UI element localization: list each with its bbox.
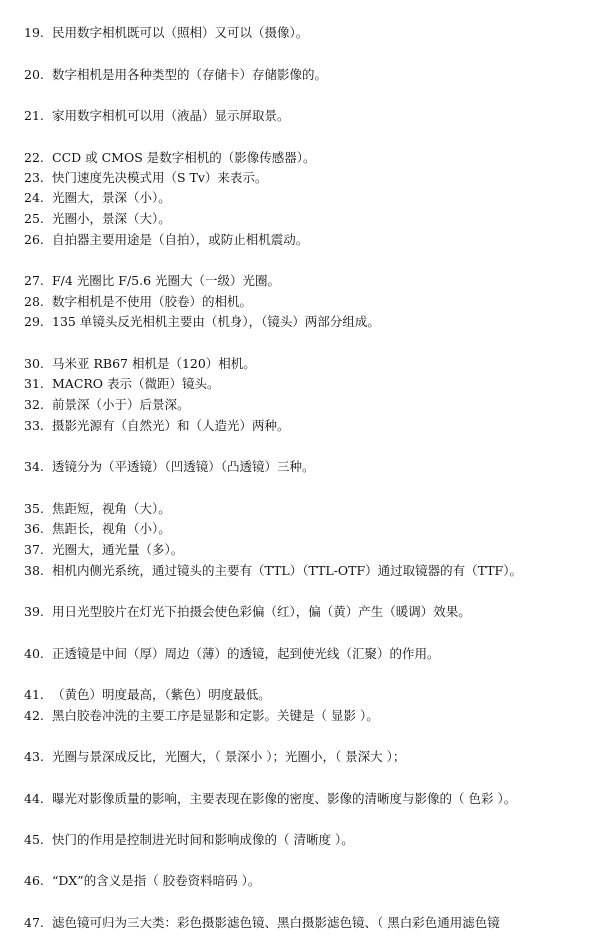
question-text: （黄色）明度最高，（紫色）明度最低。 — [52, 687, 271, 702]
question-text: 前景深（小于）后景深。 — [52, 397, 190, 412]
question-text: 光圈小，景深（大）。 — [52, 211, 171, 226]
question-number: 35. — [24, 501, 44, 516]
question-number: 22. — [24, 150, 44, 165]
question-number: 20. — [24, 67, 44, 82]
question-number: 30. — [24, 356, 44, 371]
question-text: 数字相机是不使用（胶卷）的相机。 — [52, 294, 253, 309]
question-35 — [24, 499, 596, 519]
question-42 — [24, 706, 596, 726]
question-number: 29. — [24, 314, 44, 329]
question-number: 38. — [24, 563, 44, 578]
question-text: 家用数字相机可以用（液晶）显示屏取景。 — [52, 108, 290, 123]
question-number: 27. — [24, 273, 44, 288]
question-number: 28. — [24, 294, 44, 309]
question-text: 民用数字相机既可以（照相）又可以（摄像）。 — [52, 25, 309, 40]
question-number: 43. — [24, 749, 44, 764]
question-31 — [24, 374, 596, 394]
question-text: 正透镜是中间（厚）周边（薄）的透镜，起到使光线（汇聚）的作用。 — [52, 646, 440, 661]
question-text: F/4 光圈比 F/5.6 光圈大（一级）光圈。 — [52, 273, 281, 288]
question-text: 数字相机是用各种类型的（存储卡）存储影像的。 — [52, 67, 328, 82]
question-number: 33. — [24, 418, 44, 433]
question-number: 34. — [24, 459, 44, 474]
question-text: 焦距短，视角（大）。 — [52, 501, 171, 516]
question-36 — [24, 519, 596, 539]
question-number: 39. — [24, 604, 44, 619]
question-text: 135 单镜头反光相机主要由（机身），（镜头）两部分组成。 — [52, 314, 380, 329]
question-24 — [24, 188, 596, 208]
question-number: 37. — [24, 542, 44, 557]
question-text: 黑白胶卷冲洗的主要工序是显影和定影。关键是（ 显影 ）。 — [52, 708, 379, 723]
question-number: 31. — [24, 376, 44, 391]
question-38 — [24, 561, 596, 581]
question-37 — [24, 540, 596, 560]
question-40 — [24, 644, 596, 664]
question-21 — [24, 106, 596, 126]
question-text: 滤色镜可归为三大类：彩色摄影滤色镜、黑白摄影滤色镜、（ 黑白彩色通用滤色镜 — [52, 915, 500, 930]
question-39 — [24, 602, 596, 622]
question-text: 焦距长，视角（小）。 — [52, 521, 171, 536]
question-number: 45. — [24, 832, 44, 847]
question-number: 42. — [24, 708, 44, 723]
question-47 — [24, 913, 596, 933]
question-number: 19. — [24, 25, 44, 40]
question-number: 40. — [24, 646, 44, 661]
question-text: 用日光型胶片在灯光下拍摄会使色彩偏（红），偏（黄）产生（暖调）效果。 — [52, 604, 471, 619]
question-29 — [24, 312, 596, 332]
question-44 — [24, 789, 596, 809]
question-number: 23. — [24, 170, 44, 185]
question-text: 快门速度先决模式用（S Tv）来表示。 — [52, 170, 268, 185]
question-46 — [24, 871, 596, 891]
question-number: 41. — [24, 687, 44, 702]
question-number: 44. — [24, 791, 44, 806]
question-text: 摄影光源有（自然光）和（人造光）两种。 — [52, 418, 290, 433]
question-text: 光圈大，景深（小）。 — [52, 190, 171, 205]
question-41 — [24, 685, 596, 705]
question-45 — [24, 830, 596, 850]
question-number: 47. — [24, 915, 44, 930]
question-30 — [24, 354, 596, 374]
question-text: CCD 或 CMOS 是数字相机的（影像传感器）。 — [52, 150, 316, 165]
question-text: 相机内侧光系统，通过镜头的主要有（TTL）（TTL-OTF）通过取镜器的有（TTF）。 — [52, 563, 522, 578]
question-text: 马米亚 RB67 相机是（120）相机。 — [52, 356, 256, 371]
question-26 — [24, 230, 596, 250]
question-text: MACRO 表示（微距）镜头。 — [52, 376, 220, 391]
question-text: 透镜分为（平透镜）（凹透镜）（凸透镜）三种。 — [52, 459, 315, 474]
question-33 — [24, 416, 596, 436]
question-text: 曝光对影像质量的影响，主要表现在影像的密度、影像的清晰度与影像的（ 色彩 ）。 — [52, 791, 517, 806]
question-27 — [24, 271, 596, 291]
question-text: 光圈大，通光量（多）。 — [52, 542, 184, 557]
question-number: 46. — [24, 873, 44, 888]
question-text: “DX”的含义是指（ 胶卷资料暗码 ）。 — [52, 873, 261, 888]
question-number: 26. — [24, 232, 44, 247]
question-25 — [24, 209, 596, 229]
question-34 — [24, 457, 596, 477]
question-number: 24. — [24, 190, 44, 205]
question-text: 光圈与景深成反比，光圈大，（ 景深小 ）；光圈小，（ 景深大 ）； — [52, 749, 406, 764]
question-number: 36. — [24, 521, 44, 536]
question-22 — [24, 148, 596, 168]
question-19 — [24, 23, 596, 43]
question-text: 快门的作用是控制进光时间和影响成像的（ 清晰度 ）。 — [52, 832, 354, 847]
question-43 — [24, 747, 596, 767]
question-20 — [24, 65, 596, 85]
question-text: 自拍器主要用途是（自拍），或防止相机震动。 — [52, 232, 309, 247]
question-number: 32. — [24, 397, 44, 412]
question-number: 21. — [24, 108, 44, 123]
question-number: 25. — [24, 211, 44, 226]
question-23 — [24, 168, 596, 188]
question-28 — [24, 292, 596, 312]
question-32 — [24, 395, 596, 415]
